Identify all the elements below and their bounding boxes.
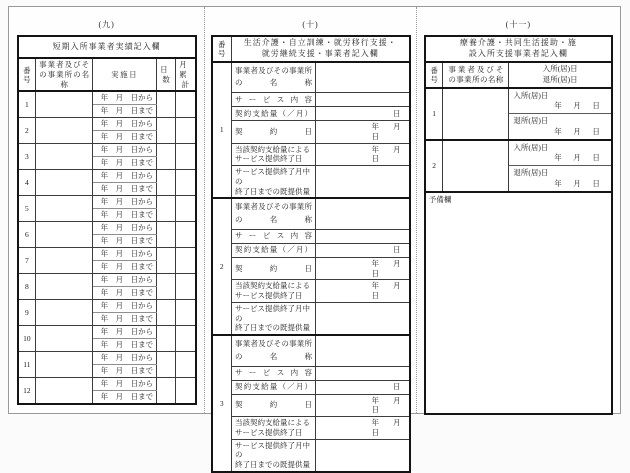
date-from-cell[interactable]: 年 月 日から [93,144,157,157]
table-title-line2: 就労継続支援・事業者記入欄 [261,48,379,58]
date-to-cell[interactable]: 年 月 日まで [93,365,157,378]
provider-name-label: 事業者及びその事業所の名称 [232,62,316,93]
col-header-date: 実施日 [93,58,157,91]
block-number: 3 [212,335,232,472]
row-number: 5 [18,196,36,222]
table-header-row [18,36,196,58]
admission-label: 入所(居)日 [513,142,549,152]
panel-nine-title: (九) [98,20,115,29]
date-to-cell[interactable]: 年 月 日まで [93,261,157,274]
provider-name-cell[interactable] [36,118,93,144]
provider-name-label: 事業者及びその事業所の名称 [232,335,316,366]
admission-date-cell[interactable] [509,88,612,114]
date-from-cell[interactable]: 年 月 日から [93,352,157,365]
provider-name-input-cell[interactable] [316,62,410,93]
days-cell[interactable] [157,222,176,248]
days-cell[interactable] [157,300,176,326]
provider-name-input-cell[interactable] [316,198,410,229]
days-cell[interactable] [157,91,176,117]
spare-area[interactable]: 予備欄 [425,192,612,414]
contract-date-label: 契約日 [232,121,316,144]
date-from-cell[interactable]: 年 月 日から [93,248,157,261]
date-from-cell[interactable]: 年 月 日から [93,170,157,183]
column-header-row [18,58,196,91]
contract-date-label: 契約日 [232,394,316,417]
col-header-days: 日数 [157,58,176,91]
table-row [18,248,196,261]
table-row [18,222,196,235]
col-header-dates [509,62,612,88]
provider-name-cell[interactable] [36,248,93,274]
provider-name-cell[interactable] [36,91,93,117]
contract-date-value-cell[interactable]: 年 月 日 [316,394,410,417]
provided-amount-label: サービス提供終了月中の 終了日までの既提供量 [232,302,316,335]
days-cell[interactable] [157,326,176,352]
block-number: 1 [425,88,443,140]
block-row [212,280,410,303]
contract-date-value-cell[interactable]: 年 月 日 [316,121,410,144]
table-row [18,378,196,391]
provider-name-cell[interactable] [36,274,93,300]
spare-row [425,192,612,414]
provider-name-cell[interactable] [36,378,93,404]
table-title: 短期入所事業者実績記入欄 [18,36,196,58]
discharge-date-cell[interactable] [509,166,612,192]
service-input-cell[interactable] [316,93,410,107]
date-from-cell[interactable]: 年 月 日から [93,196,157,209]
monthly-total-cell[interactable] [176,144,196,170]
date-to-cell[interactable]: 年 月 日まで [93,313,157,326]
contract-date-value-cell[interactable]: 年 月 日 [316,257,410,280]
table-row [18,326,196,339]
date-to-cell[interactable]: 年 月 日まで [93,339,157,352]
monthly-total-cell[interactable] [176,352,196,378]
row-number: 6 [18,222,36,248]
residential-support-table [424,35,613,415]
table-title-line1: 生活介護・自立訓練・就労移行支援・ [243,38,397,47]
days-cell[interactable] [157,170,176,196]
provided-amount-input-cell[interactable] [316,302,410,335]
row-number: 7 [18,248,36,274]
provider-name-input-cell[interactable] [443,88,509,140]
panel-short-stay [9,7,204,413]
block-row [212,143,410,166]
form-page [8,6,621,470]
contract-amount-label: 契約支給量（／月） [232,380,316,394]
days-cell[interactable] [157,196,176,222]
column-header-row [425,62,612,88]
short-stay-table [17,35,197,405]
col-header-provider: 事業者及びその事業所の名称 [36,58,93,91]
table-title-line1: 療養介護・共同生活援助・施 [459,38,577,47]
block-row [212,62,410,93]
block-row [212,302,410,335]
contract-amount-label: 契約支給量（／月） [232,107,316,121]
days-cell[interactable] [157,144,176,170]
service-end-value-cell[interactable]: 年 月 日 [316,280,410,303]
row-number: 8 [18,274,36,300]
panel-residential-support [416,7,620,413]
contract-amount-value-cell[interactable]: 日 [316,243,410,257]
admission-ymd: 年 月 日 [554,153,600,163]
row-number: 1 [18,91,36,117]
block-row [212,394,410,417]
service-end-label: 当該契約支給量による サービス提供終了日 [232,280,316,303]
date-from-cell[interactable]: 年 月 日から [93,300,157,313]
block-row [212,121,410,144]
contract-date-label: 契約日 [232,257,316,280]
service-label: サービス内容 [232,229,316,243]
provided-amount-input-cell[interactable] [316,439,410,472]
service-label: サービス内容 [232,93,316,107]
row-number: 2 [18,118,36,144]
block-row [212,417,410,440]
date-to-cell[interactable]: 年 月 日まで [93,183,157,196]
admission-ymd: 年 月 日 [554,101,600,111]
days-cell[interactable] [157,378,176,404]
table-row [18,144,196,157]
panel-ten-title: (十) [302,20,319,29]
col-header-number: 番号 [212,36,232,62]
date-to-cell[interactable]: 年 月 日まで [93,209,157,222]
date-to-cell[interactable]: 年 月 日まで [93,235,157,248]
provider-name-cell[interactable] [36,170,93,196]
days-cell[interactable] [157,118,176,144]
block-row [212,243,410,257]
date-to-cell[interactable]: 年 月 日まで [93,105,157,118]
date-from-cell[interactable]: 年 月 日から [93,378,157,391]
monthly-total-cell[interactable] [176,248,196,274]
date-from-cell[interactable]: 年 月 日から [93,91,157,104]
provider-name-cell[interactable] [36,222,93,248]
monthly-total-cell[interactable] [176,378,196,404]
daily-support-table [211,35,411,473]
provider-name-label: 事業者及びその事業所の名称 [232,198,316,229]
provider-name-cell[interactable] [36,300,93,326]
block-row [212,257,410,280]
days-cell[interactable] [157,352,176,378]
table-header-row [425,36,612,62]
discharge-label: 退所(居)日 [513,116,549,126]
table-title [425,36,612,62]
col-header-total: 月累計 [176,58,196,91]
block-row [212,366,410,380]
row-number: 11 [18,352,36,378]
monthly-total-cell[interactable] [176,91,196,117]
service-input-cell[interactable] [316,366,410,380]
provider-name-cell[interactable] [36,144,93,170]
row-number: 10 [18,326,36,352]
service-end-label: 当該契約支給量による サービス提供終了日 [232,417,316,440]
discharge-date-cell[interactable] [509,114,612,140]
block-number: 2 [212,198,232,335]
col-header-number: 番号 [18,58,36,91]
table-row [18,118,196,131]
contract-amount-label: 契約支給量（／月） [232,243,316,257]
table-row [18,352,196,365]
table-header-row [212,36,410,62]
date-to-cell[interactable]: 年 月 日まで [93,131,157,144]
block-row [425,140,612,166]
provider-name-input-cell[interactable] [443,140,509,192]
block-row [212,166,410,199]
date-from-cell[interactable]: 年 月 日から [93,326,157,339]
provider-name-cell[interactable] [36,196,93,222]
row-number: 3 [18,144,36,170]
monthly-total-cell[interactable] [176,170,196,196]
block-row [212,229,410,243]
table-title-line2: 設入所支援事業者記入欄 [468,48,568,58]
col-header-admission: 入所(居)日 [542,63,578,73]
admission-label: 入所(居)日 [513,90,549,100]
table-row [18,300,196,313]
table-row [18,196,196,209]
table-row [18,91,196,104]
monthly-total-cell[interactable] [176,300,196,326]
discharge-label: 退所(居)日 [513,168,549,178]
panel-daily-support [204,7,415,470]
service-input-cell[interactable] [316,229,410,243]
block-row [425,88,612,114]
date-to-cell[interactable]: 年 月 日まで [93,287,157,300]
table-row [18,170,196,183]
block-row [212,380,410,394]
provider-name-cell[interactable] [36,326,93,352]
date-to-cell[interactable]: 年 月 日まで [93,391,157,404]
monthly-total-cell[interactable] [176,326,196,352]
days-cell[interactable] [157,274,176,300]
table-row [18,274,196,287]
monthly-total-cell[interactable] [176,274,196,300]
provided-amount-label: サービス提供終了月中の 終了日までの既提供量 [232,166,316,199]
block-row [212,198,410,229]
service-end-label: 当該契約支給量による サービス提供終了日 [232,143,316,166]
contract-amount-value-cell[interactable]: 日 [316,107,410,121]
provider-name-cell[interactable] [36,352,93,378]
monthly-total-cell[interactable] [176,118,196,144]
block-row [212,107,410,121]
col-header-number: 番号 [425,62,443,88]
service-label: サービス内容 [232,366,316,380]
monthly-total-cell[interactable] [176,222,196,248]
date-from-cell[interactable]: 年 月 日から [93,118,157,131]
provider-name-input-cell[interactable] [316,335,410,366]
admission-date-cell[interactable] [509,140,612,166]
discharge-ymd: 年 月 日 [554,178,600,188]
table-title [232,36,410,62]
row-number: 9 [18,300,36,326]
block-number: 2 [425,140,443,192]
block-row [212,93,410,107]
provided-amount-input-cell[interactable] [316,166,410,199]
col-header-provider: 事業者及びそ の事業所の名称 [443,62,509,88]
date-from-cell[interactable]: 年 月 日から [93,222,157,235]
monthly-total-cell[interactable] [176,196,196,222]
panel-eleven-title: (十一) [505,20,531,29]
provided-amount-label: サービス提供終了月中の 終了日までの既提供量 [232,439,316,472]
discharge-ymd: 年 月 日 [554,126,600,136]
contract-amount-value-cell[interactable]: 日 [316,380,410,394]
row-number: 12 [18,378,36,404]
date-from-cell[interactable]: 年 月 日から [93,274,157,287]
row-number: 4 [18,170,36,196]
days-cell[interactable] [157,248,176,274]
service-end-value-cell[interactable]: 年 月 日 [316,143,410,166]
date-to-cell[interactable]: 年 月 日まで [93,157,157,170]
service-end-value-cell[interactable]: 年 月 日 [316,417,410,440]
block-number: 1 [212,62,232,199]
col-header-discharge: 退所(居)日 [542,74,578,84]
block-row [212,439,410,472]
block-row [212,335,410,366]
